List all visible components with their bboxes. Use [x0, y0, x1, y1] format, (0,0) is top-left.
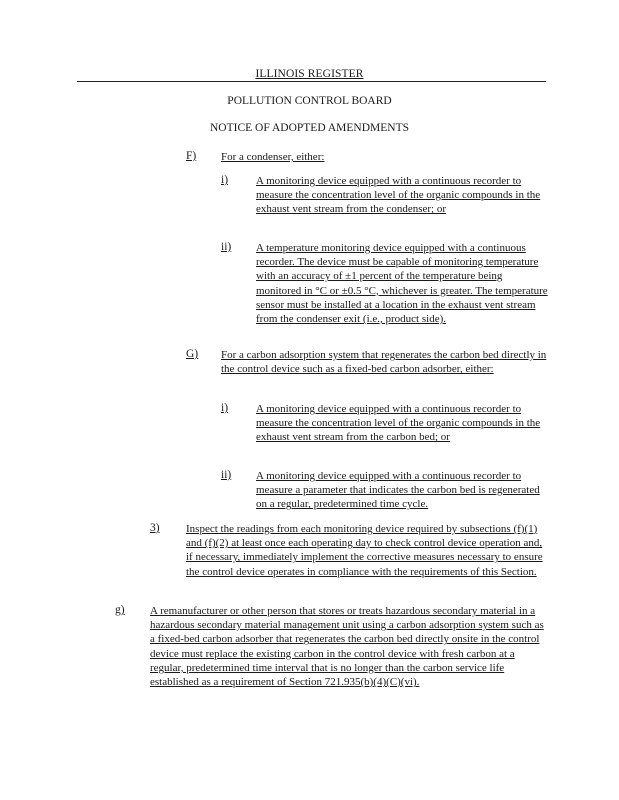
register-header: ILLINOIS REGISTER [255, 68, 364, 80]
item-g-text: A remanufacturer or other person that stores or treats hazardous secondary material in a hazardous secondary material management unit using a carbon adsorption system such as a fixed-bed carbon adsorber that regenerates the carbon bed directly onsite in the control device must replace the existing carbon in the control device with fresh carbon at a regular, predetermined time interval that is no longer than the carbon service life established as a requirement of Section 721.935(b)(4)(C)(vi). [150, 605, 544, 689]
item-F-i-text: A monitoring device equipped with a continuous recorder to measure the concentration level of the organic compounds in the exhaust vent stream from the condenser; or [256, 175, 541, 216]
notice-title: NOTICE OF ADOPTED AMENDMENTS [209, 122, 410, 134]
item-g-marker: g) [115, 604, 125, 616]
item-F-text: For a condenser, either: [221, 151, 325, 163]
item-G-text: For a carbon adsorption system that regenerates the carbon bed directly in the control device such as a fixed-bed carbon adsorber, either: [221, 349, 547, 376]
item-G-ii-marker: ii) [221, 469, 232, 481]
item-3-text: Inspect the readings from each monitoring device required by subsections (f)(1) and (f)(2) at least once each operating day to check control device operation and, if necessary, immediately implement the corrective measures necessary to ensure the control device operates in compliance with the requirements of this Section. [186, 523, 543, 578]
item-F-marker: F) [186, 150, 197, 162]
board-title: POLLUTION CONTROL BOARD [227, 95, 392, 107]
item-F-ii-text: A temperature monitoring device equipped with a continuous recorder. The device must be capable of monitoring temperature with an accuracy of ±1 percent of the temperature being monitored in °C or ±0.5 °C, whichever is greater. The temperature sensor must be installed at a location in the exhaust vent stream from the condenser exit (i.e., product side). [256, 242, 548, 326]
item-G-i-marker: i) [221, 402, 229, 414]
item-G-marker: G) [186, 348, 199, 360]
item-G-i-text: A monitoring device equipped with a continuous recorder to measure the concentration level of the organic compounds in the exhaust vent stream from the carbon bed; or [256, 403, 541, 444]
item-F-ii-marker: ii) [221, 241, 232, 253]
item-3-marker: 3) [150, 522, 160, 534]
item-F-i-marker: i) [221, 174, 229, 186]
item-G-ii-text: A monitoring device equipped with a continuous recorder to measure a parameter that indicates the carbon bed is regenerated on a regular, predetermined time cycle. [256, 470, 540, 511]
header-rule [77, 81, 546, 82]
